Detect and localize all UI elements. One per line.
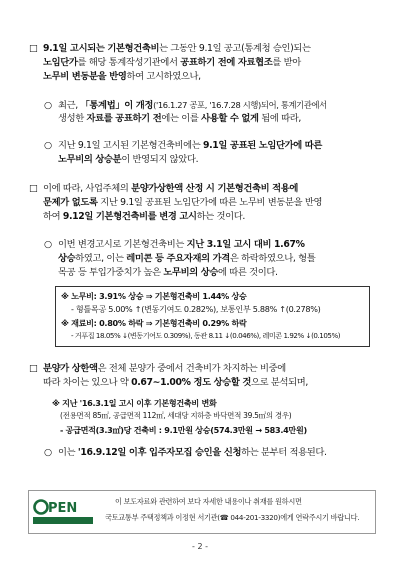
section1-line2: 노임단가를 해당 통계작성기관에서 공표하기 전에 자료협조를 받아: [43, 57, 301, 68]
material-cost-line: ※ 재료비: 0.80% 하락 ⇒ 기본형건축비 0.29% 하락: [61, 318, 247, 328]
page-number: - 2 -: [192, 542, 208, 551]
section2-line2: 문제가 없도록 지난 9.1일 공표된 노임단가에 따른 노무비 변동분을 반영: [43, 197, 323, 208]
circle-bullet: ○: [44, 140, 52, 151]
section1b-line2: 노무비의 상승분이 반영되지 않았다.: [58, 154, 199, 165]
section1a-line1: ○ 최근, 「통계법」이 개정('16.1.27 공포, '16.7.28 시행)되어, 통계기관에서: [44, 100, 327, 111]
section2a-line2: 상승하였고, 이는 레미콘 등 주요자재의 가격은 하락하였으나, 형틀: [58, 253, 316, 264]
contact-line2: 국토교통부 주택정책과 이정현 서기관(☎ 044-201-3320)에게 연락주시기 바랍니다.: [105, 513, 360, 522]
svg-text:PEN: PEN: [48, 501, 78, 516]
contact-line1: 이 보도자료와 관련하여 보다 자세한 내용이나 취재를 원하시면: [115, 497, 302, 506]
section2a-line3: 목공 등 투입가중치가 높은 노무비의 상승에 따른 것이다.: [58, 267, 278, 278]
material-cost-detail: - 거푸집 18.05% ↓(변동기여도 0.309%), 동관 8.11 ↓(0.046%), 레미콘 1.92% ↓(0.105%): [71, 331, 341, 340]
section1-line1: □ 9.1일 고시되는 기본형건축비는 그동안 9.1일 공고(통계청 승인)되는: [29, 43, 311, 54]
section2-line3: 하여 9.12일 기본형건축비를 변경 고시하는 것이다.: [43, 211, 246, 222]
open-license-logo: [33, 497, 95, 527]
labor-cost-detail: - 형틀목공 5.00% ↑(변동기여도 0.282%), 보통인부 5.88% ↑(0.278%): [71, 304, 321, 314]
square-bullet: □: [29, 363, 38, 374]
section2-line1: □ 이에 따라, 사업주체의 분양가상한액 산정 시 기본형건축비 적용에: [29, 183, 299, 194]
square-bullet: □: [29, 183, 38, 194]
section3a-line1: ○ 이는 '16.9.12일 이후 입주자모집 승인을 신청하는 분부터 적용된다.: [44, 447, 327, 458]
section1a-line2: 생성한 자료를 공표하기 전에는 이를 사용할 수 없게 됨에 따라,: [58, 113, 301, 124]
square-bullet: □: [29, 43, 38, 54]
contact-footer: [28, 490, 376, 534]
circle-bullet: ○: [44, 447, 52, 458]
section1b-line1: ○ 지난 9.1일 고시된 기본형건축비에는 9.1일 공표된 노임단가에 따른: [44, 140, 323, 151]
section3-line1: □ 분양가 상한액은 전체 분양가 중에서 건축비가 차지하는 비중에: [29, 363, 286, 374]
labor-cost-line: ※ 노무비: 3.91% 상승 ⇒ 기본형건축비 1.44% 상승: [61, 291, 247, 301]
circle-bullet: ○: [44, 100, 52, 111]
circle-bullet: ○: [44, 239, 52, 250]
note-title: ※ 지난 '16.3.1일 고시 이후 기본형건축비 변화: [52, 398, 217, 408]
section1-line3: 노무비 변동분을 반영하여 고시하였으나,: [43, 71, 201, 82]
section3-line2: 따라 차이는 있으나 약 0.67∼1.00% 정도 상승할 것으로 분석되며,: [43, 377, 309, 388]
section2a-line1: ○ 이번 변경고시로 기본형건축비는 지난 3.1일 고시 대비 1.67%: [44, 239, 305, 250]
note-cost-change: - 공급면적(3.3㎡)당 건축비 : 9.1만원 상승(574.3만원 → 583.4만원): [60, 425, 307, 435]
note-conditions: (전용면적 85㎡, 공급면적 112㎡, 세대당 지하층 바닥면적 39.5㎡의 경우): [60, 411, 292, 420]
